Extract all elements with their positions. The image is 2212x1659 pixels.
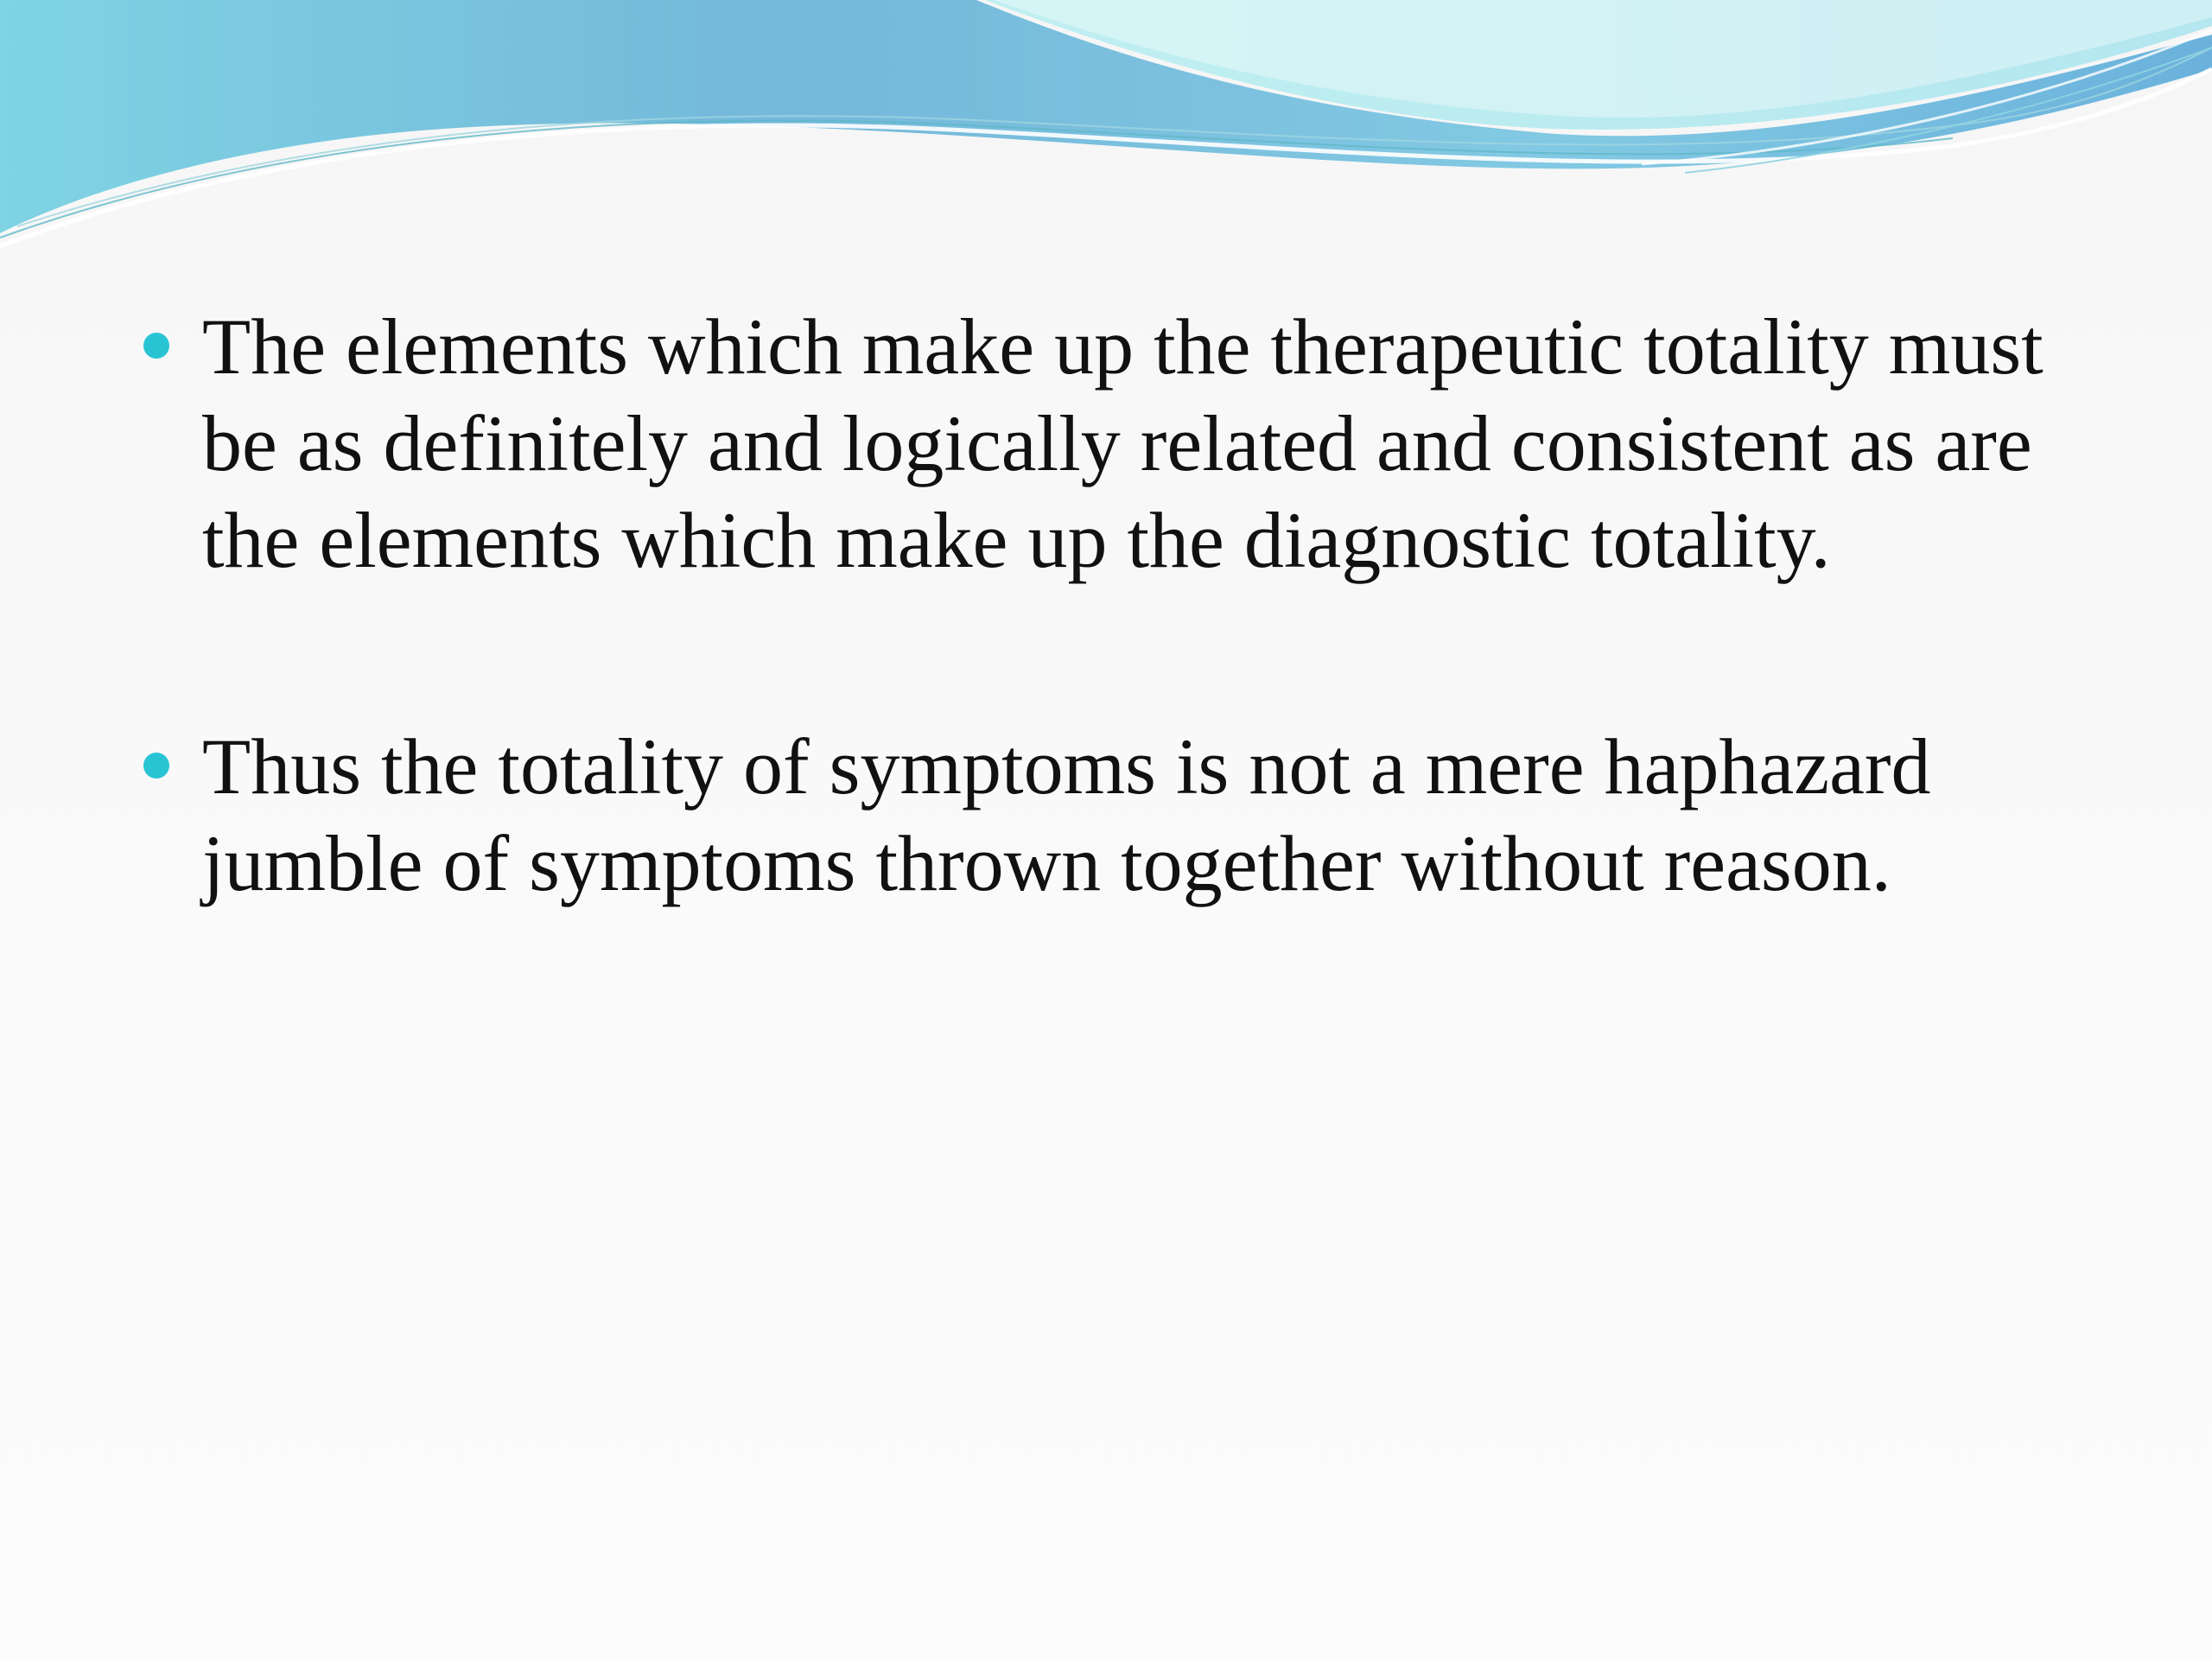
- bullet-text: Thus the totality of symptoms is not a mere haphazard jumble of symptoms thrown together without reason.: [202, 722, 1931, 907]
- header-wave-decoration: [0, 0, 2212, 259]
- slide-content: [138, 298, 2091, 912]
- bullet-list: [138, 298, 2091, 912]
- bullet-item: [138, 718, 2091, 912]
- bullet-item: [138, 298, 2091, 588]
- bullet-dot-icon: [143, 753, 169, 779]
- bullet-text: The elements which make up the therapeutic totality must be as definitely and logically related and consistent as are the elements which make up the diagnostic totality.: [202, 302, 2044, 584]
- bullet-dot-icon: [143, 333, 169, 359]
